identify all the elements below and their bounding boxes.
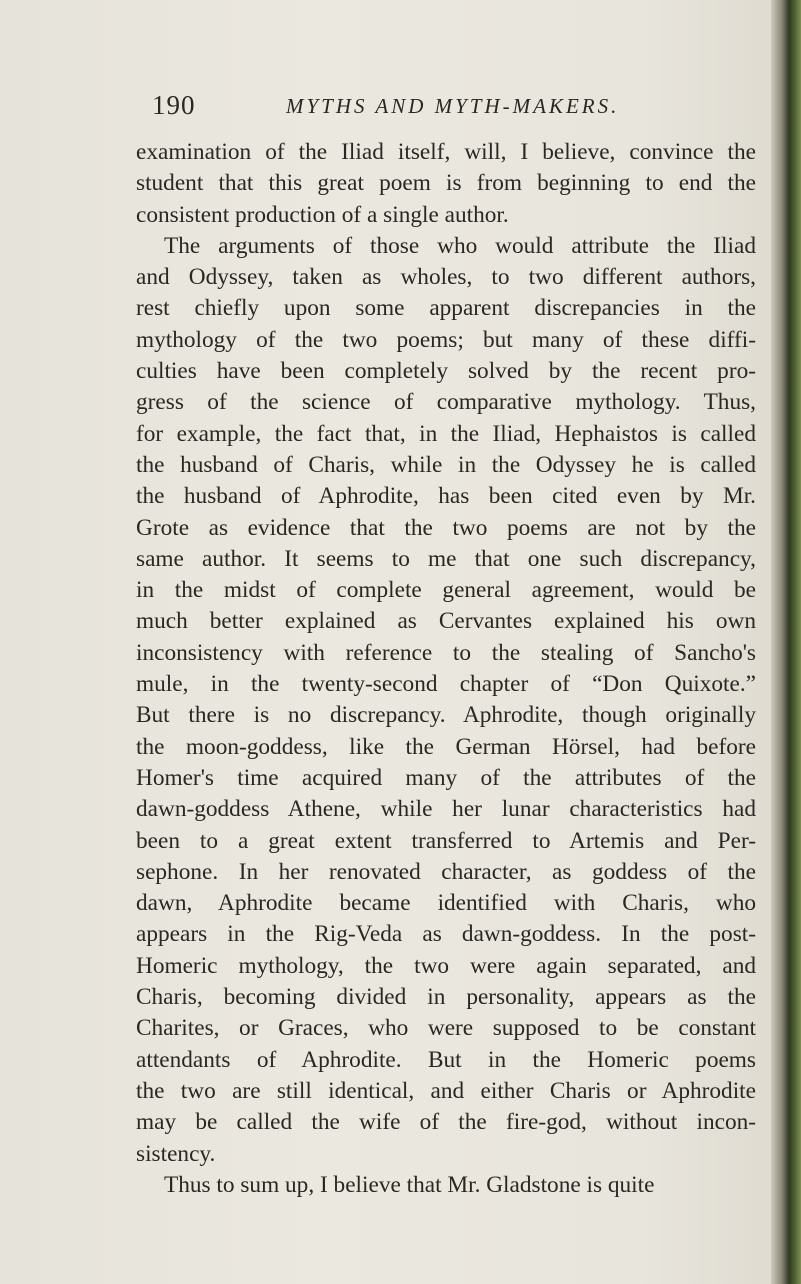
- text-line: appears in the Rig-Veda as dawn-goddess. In the post-: [136, 921, 756, 948]
- text-line: Thus to sum up, I believe that Mr. Gladstone is quite: [164, 1171, 655, 1198]
- text-line: sephone. In her renovated character, as goddess of the: [136, 858, 756, 885]
- text-line: mule, in the twenty-second chapter of “Don Quixote.”: [136, 671, 756, 698]
- text-line: The arguments of those who would attribute the Iliad: [164, 232, 756, 259]
- page-header: [152, 90, 752, 124]
- text-line: consistent production of a single author.: [136, 201, 509, 228]
- text-line: culties have been completely solved by the recent pro-: [136, 358, 756, 385]
- text-line: attendants of Aphrodite. But in the Homeric poems: [136, 1046, 756, 1073]
- text-line: dawn, Aphrodite became identified with Charis, who: [136, 890, 756, 917]
- text-line: been to a great extent transferred to Artemis and Per-: [136, 827, 756, 854]
- text-line: examination of the Iliad itself, will, I believe, convince the: [136, 139, 756, 165]
- text-line: Homer's time acquired many of the attributes of the: [136, 764, 756, 791]
- text-line: gress of the science of comparative mythology. Thus,: [136, 389, 756, 416]
- body-text: [136, 137, 756, 1201]
- text-line: mythology of the two poems; but many of these diffi-: [136, 326, 756, 353]
- text-line: But there is no discrepancy. Aphrodite, though originally: [136, 702, 756, 729]
- text-line: dawn-goddess Athene, while her lunar characteristics had: [136, 796, 756, 823]
- text-line: inconsistency with reference to the stealing of Sancho's: [136, 639, 756, 666]
- text-line: much better explained as Cervantes explained his own: [136, 608, 756, 635]
- text-line: may be called the wife of the fire-god, without incon-: [136, 1109, 756, 1136]
- text-line: Charites, or Graces, who were supposed to be constant: [136, 1015, 756, 1042]
- text-line: Homeric mythology, the two were again separated, and: [136, 952, 756, 979]
- page-number: 190: [152, 90, 196, 120]
- text-line: the husband of Aphrodite, has been cited even by Mr.: [136, 483, 756, 510]
- text-line: the two are still identical, and either Charis or Aphrodite: [136, 1077, 756, 1104]
- text-line: the husband of Charis, while in the Odyssey he is called: [136, 451, 756, 478]
- text-line: same author. It seems to me that one such discrepancy,: [136, 545, 756, 572]
- text-line: for example, the fact that, in the Iliad, Hephaistos is called: [136, 420, 756, 447]
- text-line: sistency.: [136, 1140, 216, 1167]
- text-line: rest chiefly upon some apparent discrepancies in the: [136, 295, 756, 322]
- text-line: Charis, becoming divided in personality, appears as the: [136, 984, 756, 1011]
- text-line: Grote as evidence that the two poems are not by the: [136, 514, 756, 541]
- text-line: student that this great poem is from beginning to end the: [136, 170, 756, 197]
- text-line: in the midst of complete general agreement, would be: [136, 577, 756, 604]
- page-edge-binding: [771, 0, 801, 1284]
- running-title: MYTHS AND MYTH-MAKERS.: [286, 94, 620, 118]
- text-line: and Odyssey, taken as wholes, to two different authors,: [136, 264, 756, 291]
- text-line: the moon-goddess, like the German Hörsel, had before: [136, 733, 756, 760]
